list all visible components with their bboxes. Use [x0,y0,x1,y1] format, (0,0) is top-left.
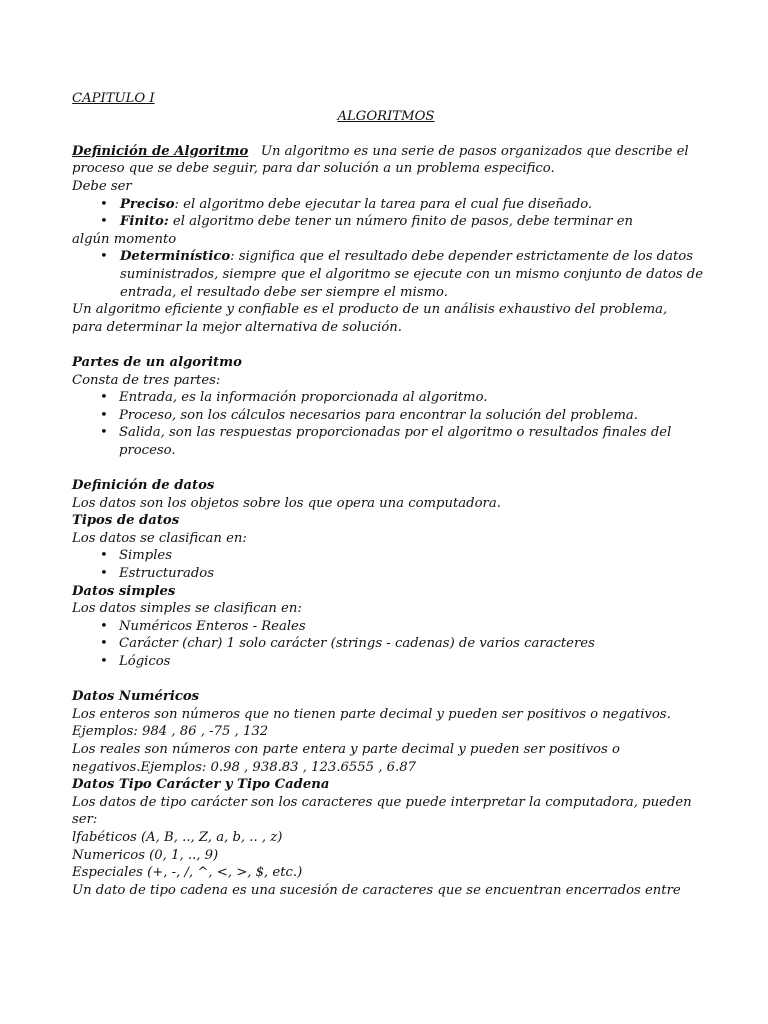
debe-ser-label: Debe ser [72,178,132,194]
section-heading-tipos: Tipos de datos [72,513,180,529]
bullet-icon: • [100,548,108,564]
bullet-icon: • [100,618,108,634]
list-item: • Estructurados [100,566,214,582]
spacer [72,459,700,477]
list-item: • Salida, son las respuestas proporcionadas por el algoritmo o resultados finales del proceso. [100,425,672,458]
list-item: • Numéricos Enteros - Reales [100,618,306,634]
algorithm-properties-list-2 [72,248,704,301]
tipos-list [72,547,700,582]
datos-text: Los datos son los objetos sobre los que opera una computadora. [72,495,501,511]
caracter-text: Los datos de tipo carácter son los caracteres que puede interpretar la computadora, pueden ser: lfabéticos (A, B, .., Z, a, b, .. , z) Numericos (0, 1, .., 9) Especiales (+, -, /, ^, <, >, $, etc.) Un dato de tipo cadena es una sucesión de caracteres que se encuentran encerrados entre [72,794,692,898]
numericos-text: Los enteros son números que no tienen parte decimal y pueden ser positivos o negativos. Ejemplos: 984 , 86 , -75 , 132 Los reales son números con parte entera y parte decimal y pueden ser positivos o negativos.Ejemplos: 0.98 , 938.83 , 123.6555 , 6.87 [72,706,671,775]
bullet-icon: • [100,214,108,230]
partes-intro: Consta de tres partes: [72,372,221,388]
bullet-icon: • [100,196,108,212]
page-title: ALGORITMOS [337,108,435,124]
bullet-icon: • [100,425,108,441]
algorithm-definition: Definición de Algoritmo Un algoritmo es una serie de pasos organizados que describe el proceso que se debe seguir, para dar solución a un problema especifico. [72,143,689,177]
bullet-icon: • [100,249,108,265]
bullet-icon: • [100,654,108,669]
list-item: • Proceso, son los cálculos necesarios para encontrar la solución del problema. [100,407,638,423]
spacer [72,336,700,354]
partes-list [72,389,700,459]
tipos-intro: Los datos se clasifican en: [72,530,247,546]
section-heading-partes: Partes de un algoritmo [72,354,242,370]
finito-continuation: algún momento [72,231,177,247]
efficiency-paragraph: Un algoritmo eficiente y confiable es el producto de un análisis exhaustivo del problema, para determinar la mejor alternativa de solución. [72,302,668,335]
document-body [72,90,704,899]
list-item: • Carácter (char) 1 solo carácter (strings - cadenas) de varios caracteres [100,636,595,652]
bullet-icon: • [100,390,108,406]
list-item: • Finito: el algoritmo debe tener un número finito de pasos, debe terminar en [100,214,634,230]
algorithm-properties-list [72,196,700,231]
bullet-icon: • [100,566,108,582]
spacer [72,671,700,689]
algorithm-definition-term: Definición de Algoritmo [72,143,249,159]
list-item: • Preciso: el algoritmo debe ejecutar la tarea para el cual fue diseñado. [100,196,593,212]
bullet-icon: • [100,407,108,423]
simples-list [72,618,700,671]
section-heading-caracter: Datos Tipo Carácter y Tipo Cadena [72,777,330,793]
spacer [72,125,700,143]
list-item: • Determinístico: significa que el resultado debe depender estrictamente de los datos suministrados, siempre que el algoritmo se ejecute con un mismo conjunto de datos de entrada, el resultado debe ser siempre el mismo. [100,249,704,300]
section-heading-datos: Definición de datos [72,478,215,494]
list-item: • Lógicos [100,654,171,669]
chapter-heading: CAPITULO I [72,91,155,106]
section-heading-numericos: Datos Numéricos [72,689,200,705]
bullet-icon: • [100,636,108,652]
list-item: • Simples [100,548,172,564]
simples-intro: Los datos simples se clasifican en: [72,601,302,617]
list-item: • Entrada, es la información proporcionada al algoritmo. [100,390,488,406]
section-heading-simples: Datos simples [72,583,176,599]
